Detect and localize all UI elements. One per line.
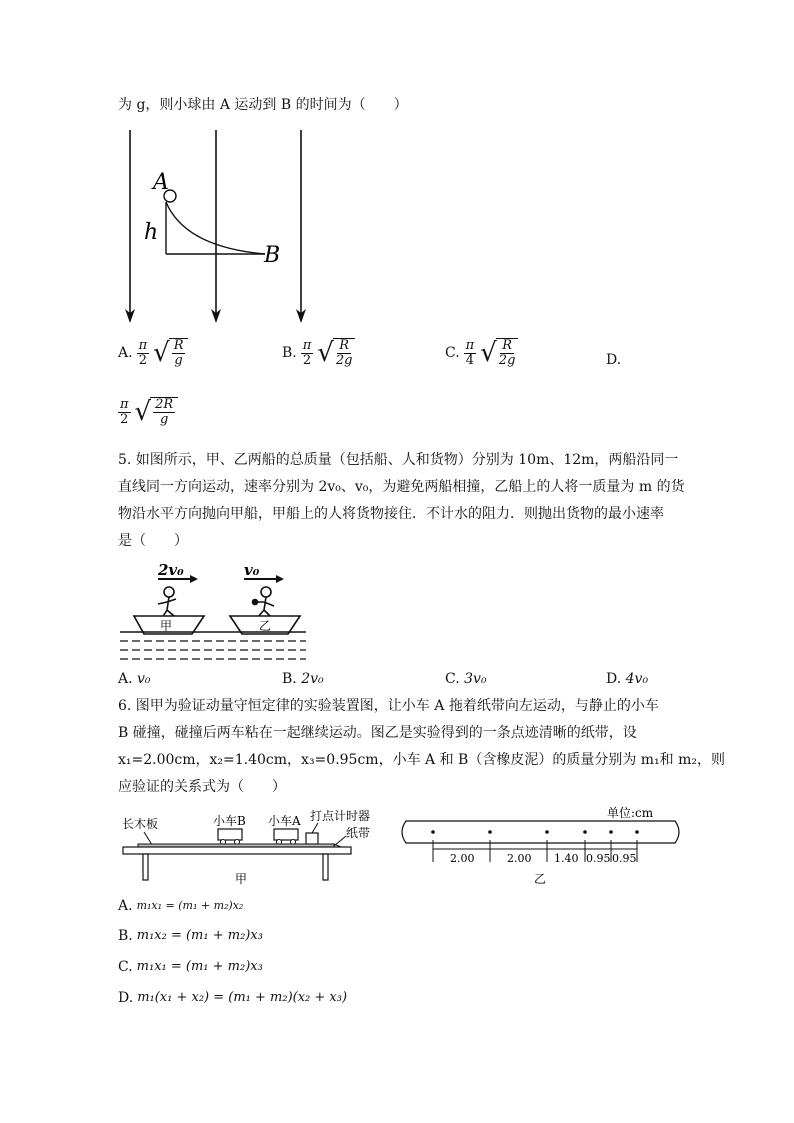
pi-fraction: $\frac{\pi}{2}$: [302, 337, 312, 368]
q5-line-2: 直线同一方向运动，速率分别为 2v₀、v₀，为避免两船相撞，乙船上的人将一质量为 m 的货: [118, 479, 685, 495]
q5-option-b[interactable]: [282, 669, 324, 689]
person-left: [158, 587, 176, 618]
option-letter: C.: [118, 959, 133, 975]
option-value: 3v₀: [464, 671, 487, 687]
tape-dot: [583, 830, 587, 834]
timer-pointer: [312, 823, 318, 833]
option-letter: B.: [118, 928, 133, 944]
option-letter: A.: [118, 898, 133, 914]
q6-figure-right: [400, 800, 685, 888]
q6-option-c[interactable]: [118, 957, 263, 977]
q5-line-4: 是（ ）: [118, 533, 188, 549]
option-expression: m₁x₁ = (m₁ + m₂)x₃: [136, 959, 263, 974]
person-right: [253, 587, 275, 618]
car-a-label: 小车A: [268, 814, 301, 828]
figure-caption-right: 乙: [534, 872, 547, 886]
option-letter: C.: [445, 345, 460, 361]
velocity-right-label: v₀: [244, 561, 260, 579]
q5-line-3: 物沿水平方向抛向甲船，甲船上的人将货物接住．不计水的阻力．则抛出货物的最小速率: [118, 506, 664, 522]
sqrt-expression: √ 2R g: [135, 397, 179, 427]
tape-dot: [635, 830, 639, 834]
q4-option-a[interactable]: [118, 338, 188, 368]
car-b: [218, 829, 242, 840]
option-letter: A.: [118, 671, 133, 687]
option-value: 2v₀: [301, 671, 324, 687]
figure-caption-left: 甲: [235, 872, 248, 886]
boat-left-label: 甲: [160, 619, 173, 633]
q6-line-1: 6. 图甲为验证动量守恒定律的实验装置图，让小车 A 拖着纸带向左运动，与静止的小车: [118, 698, 659, 714]
segment-label: 2.00: [450, 852, 475, 865]
option-letter: D.: [118, 990, 134, 1006]
label-a: A: [153, 170, 169, 195]
tape-label: 纸带: [346, 826, 371, 840]
label-h: h: [144, 220, 159, 245]
option-value: v₀: [137, 671, 151, 687]
option-letter: C.: [445, 671, 460, 687]
q6-line-2: B 碰撞，碰撞后两车粘在一起继续运动。图乙是实验得到的一条点迹清晰的纸带，设: [118, 725, 637, 741]
pi-fraction: $\frac{\pi}{4}$: [465, 337, 475, 368]
segment-label: 1.40: [554, 852, 579, 865]
q6-line-3: x₁=2.00cm，x₂=1.40cm，x₃=0.95cm，小车 A 和 B（含橡皮泥）的质量分别为 m₁和 m₂，则: [118, 752, 726, 768]
velocity-left-arrowhead: [190, 575, 198, 583]
option-letter: D.: [606, 671, 622, 687]
segment-label: 0.95: [612, 852, 637, 865]
unit-label: 单位:cm: [607, 806, 654, 820]
q6-option-a[interactable]: [118, 896, 243, 916]
velocity-left-label: 2v₀: [158, 561, 184, 579]
option-letter: B.: [282, 671, 297, 687]
option-letter: B.: [282, 345, 297, 361]
car-a: [274, 829, 298, 840]
q6-option-b[interactable]: [118, 926, 263, 946]
q4-option-d-value[interactable]: [118, 397, 178, 427]
segment-label: 0.95: [586, 852, 611, 865]
timer-label: 打点计时器: [310, 809, 371, 823]
velocity-right-arrowhead: [276, 575, 284, 583]
boat-right-label: 乙: [259, 619, 272, 633]
segment-label: 2.00: [507, 852, 532, 865]
tape-dot: [545, 830, 549, 834]
q4-option-d-letter[interactable]: D.: [606, 352, 622, 368]
tape-dot: [488, 830, 492, 834]
option-expression: m₁(x₁ + x₂) = (m₁ + m₂)(x₂ + x₃): [137, 990, 348, 1005]
option-expression: m₁x₁ = (m₁ + m₂)x₂: [136, 899, 244, 912]
sqrt-expression: √ R g: [153, 338, 188, 368]
q5-option-d[interactable]: [606, 669, 648, 689]
q4-question-tail: 为 g，则小球由 A 运动到 B 的时间为（ ）: [118, 97, 408, 113]
option-letter: A.: [118, 345, 133, 361]
board-label: 长木板: [122, 817, 159, 831]
table-leg-right: [323, 854, 328, 880]
q5-option-c[interactable]: [445, 669, 487, 689]
pi-fraction: $\frac{\pi}{2}$: [138, 337, 148, 368]
table-top: [123, 847, 351, 854]
q5-line-1: 5. 如图所示，甲、乙两船的总质量（包括船、人和货物）分别为 10m、12m，两船沿同一: [118, 452, 679, 468]
q5-option-a[interactable]: [118, 669, 151, 689]
q4-figure: [115, 125, 315, 330]
option-value: 4v₀: [625, 671, 649, 687]
q6-option-d[interactable]: [118, 988, 347, 1008]
q4-option-c[interactable]: [445, 338, 518, 368]
option-expression: m₁x₂ = (m₁ + m₂)x₃: [136, 928, 263, 943]
label-b: B: [264, 243, 281, 268]
sqrt-expression: √ R 2g: [317, 338, 355, 368]
table-leg-left: [143, 854, 148, 880]
tape-dot: [431, 830, 435, 834]
q6-line-4: 应验证的关系式为（ ）: [118, 779, 286, 795]
timer: [306, 833, 318, 844]
q5-figure: [118, 558, 318, 666]
q6-figure-left: [118, 806, 383, 888]
pi-fraction: $\frac{\pi}{2}$: [120, 396, 129, 427]
tape-dot: [609, 830, 613, 834]
sqrt-expression: √ R 2g: [480, 338, 518, 368]
car-b-label: 小车B: [213, 814, 246, 828]
q4-option-b[interactable]: [282, 338, 355, 368]
